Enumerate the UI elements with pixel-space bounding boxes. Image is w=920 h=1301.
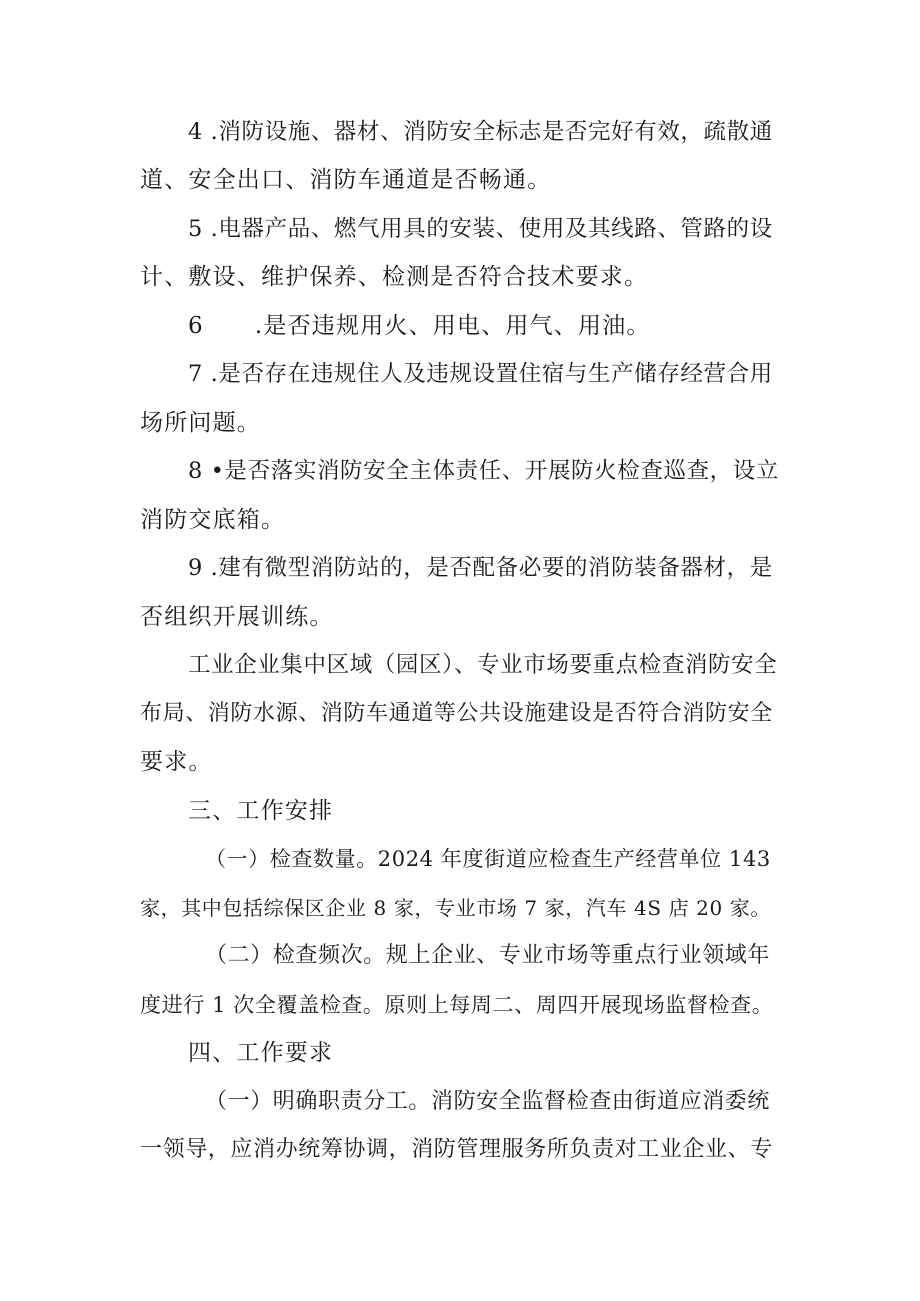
text-line: 9 .建有微型消防站的，是否配备必要的消防装备器材，是 — [188, 555, 773, 581]
text-line: 6 .是否违规用火、用电、用气、用油。 — [188, 313, 651, 339]
section-heading: 四、工作要求 — [188, 1040, 334, 1066]
text-line: 消防交底箱。 — [140, 507, 286, 533]
text-line: 8 •是否落实消防安全主体责任、开展防火检查巡查，设立 — [188, 458, 779, 484]
text-line: 工业企业集中区域（园区）、专业市场要重点检查消防安全 — [188, 652, 778, 678]
text-line: 4 .消防设施、器材、消防安全标志是否完好有效，疏散通 — [188, 119, 773, 145]
text-line: 布局、消防水源、消防车通道等公共设施建设是否符合消防安全 — [140, 701, 773, 726]
text-line: 家，其中包括综保区企业 8 家，专业市场 7 家，汽车 4S 店 20 家。 — [140, 896, 771, 920]
text-line: 5 .电器产品、燃气用具的安装、使用及其线路、管路的设 — [188, 216, 773, 242]
text-line: 一领导，应消办统筹协调，消防管理服务所负责对工业企业、专 — [140, 1137, 773, 1162]
text-line: 度进行 1 次全覆盖检查。原则上每周二、周四开展现场监督检查。 — [140, 993, 774, 1017]
text-line: 场所问题。 — [140, 410, 261, 436]
text-line: 要求。 — [140, 749, 213, 775]
text-line: （一）检查数量。2024 年度街道应检查生产经营单位 143 — [205, 847, 771, 871]
section-heading: 三、工作安排 — [188, 798, 334, 824]
text-line: （二）检查频次。规上企业、专业市场等重点行业领域年 — [205, 943, 771, 968]
text-line: 计、敷设、维护保养、检测是否符合技术要求。 — [140, 264, 649, 290]
text-line: 道、安全出口、消防车通道是否畅通。 — [140, 167, 552, 193]
text-line: （一）明确职责分工。消防安全监督检查由街道应消委统 — [205, 1089, 771, 1114]
text-line: 7 .是否存在违规住人及违规设置住宿与生产储存经营合用 — [188, 361, 773, 387]
text-line: 否组织开展训练。 — [140, 604, 334, 630]
